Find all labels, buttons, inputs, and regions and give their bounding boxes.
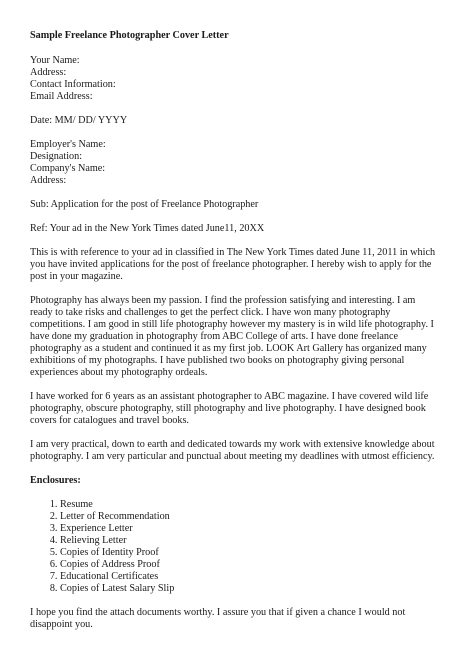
paragraph-line: ready to take risks and challenges to get the perfect click. I have won many photography <box>30 307 391 318</box>
sender-name: Your Name: <box>30 55 80 66</box>
recipient-block <box>30 139 450 187</box>
paragraph-line: competitions. I am good in still life photography however my mastery is in wild life photography. I <box>30 319 434 330</box>
recipient-address: Address: <box>30 175 67 186</box>
subject-line: Sub: Application for the post of Freelance Photographer <box>30 199 259 210</box>
paragraph-line: exhibitions of my photographs. I have published two books on photography giving personal <box>30 355 405 366</box>
enclosure-item: 6. Copies of Address Proof <box>60 559 450 571</box>
enclosure-item: 3. Experience Letter <box>60 523 450 535</box>
enclosures-heading: Enclosures: <box>30 475 81 486</box>
body-paragraph-3 <box>30 391 450 427</box>
enclosure-item: 2. Letter of Recommendation <box>60 511 450 523</box>
company-name: Company's Name: <box>30 163 106 174</box>
body-paragraph-1 <box>30 247 450 283</box>
sender-address: Address: <box>30 67 67 78</box>
date-line: Date: MM/ DD/ YYYY <box>30 115 128 126</box>
paragraph-line: photography as a student and continued it as my first job. LOOK Art Gallery has organized many <box>30 343 427 354</box>
paragraph-line: This is with reference to your ad in classified in The New York Times dated June 11, 2011 in which <box>30 247 436 258</box>
paragraph-line: I have worked for 6 years as an assistant photographer to ABC magazine. I have covered wild life <box>30 391 429 402</box>
paragraph-line: photography, obscure photography, still photography and live photography. I have designed book <box>30 403 426 414</box>
sender-contact: Contact Information: <box>30 79 116 90</box>
enclosures-list <box>30 499 450 595</box>
designation: Designation: <box>30 151 83 162</box>
enclosure-item: 7. Educational Certificates <box>60 571 450 583</box>
paragraph-line: you have invited applications for the post of freelance photographer. I hereby wish to apply for the <box>30 259 432 270</box>
paragraph-line: Photography has always been my passion. I find the profession satisfying and interesting. I am <box>30 295 416 306</box>
document-title: Sample Freelance Photographer Cover Letter <box>30 30 229 41</box>
body-paragraph-2 <box>30 295 450 379</box>
enclosure-item: 1. Resume <box>60 499 450 511</box>
paragraph-line: post in your magazine. <box>30 271 123 282</box>
paragraph-line: covers for catalogues and travel books. <box>30 415 189 426</box>
paragraph-line: experiences about my photography ordeals. <box>30 367 208 378</box>
paragraph-line: photography. I am very particular and punctual about meeting my deadlines with utmost efficiency. <box>30 451 435 462</box>
paragraph-line: I am very practical, down to earth and dedicated towards my work with extensive knowledge about <box>30 439 435 450</box>
enclosure-item: 5. Copies of Identity Proof <box>60 547 450 559</box>
closing-paragraph <box>30 607 450 631</box>
sender-email: Email Address: <box>30 91 93 102</box>
reference-line: Ref: Your ad in the New York Times dated June11, 20XX <box>30 223 265 234</box>
enclosure-item: 4. Relieving Letter <box>60 535 450 547</box>
paragraph-line: I hope you find the attach documents worthy. I assure you that if given a chance I would not <box>30 607 406 618</box>
paragraph-line: have done my graduation in photography from ABC College of arts. I have done freelance <box>30 331 399 342</box>
sender-block <box>30 55 450 103</box>
body-paragraph-4 <box>30 439 450 463</box>
employer-name: Employer's Name: <box>30 139 106 150</box>
enclosure-item: 8. Copies of Latest Salary Slip <box>60 583 450 595</box>
paragraph-line: disappoint you. <box>30 619 93 630</box>
